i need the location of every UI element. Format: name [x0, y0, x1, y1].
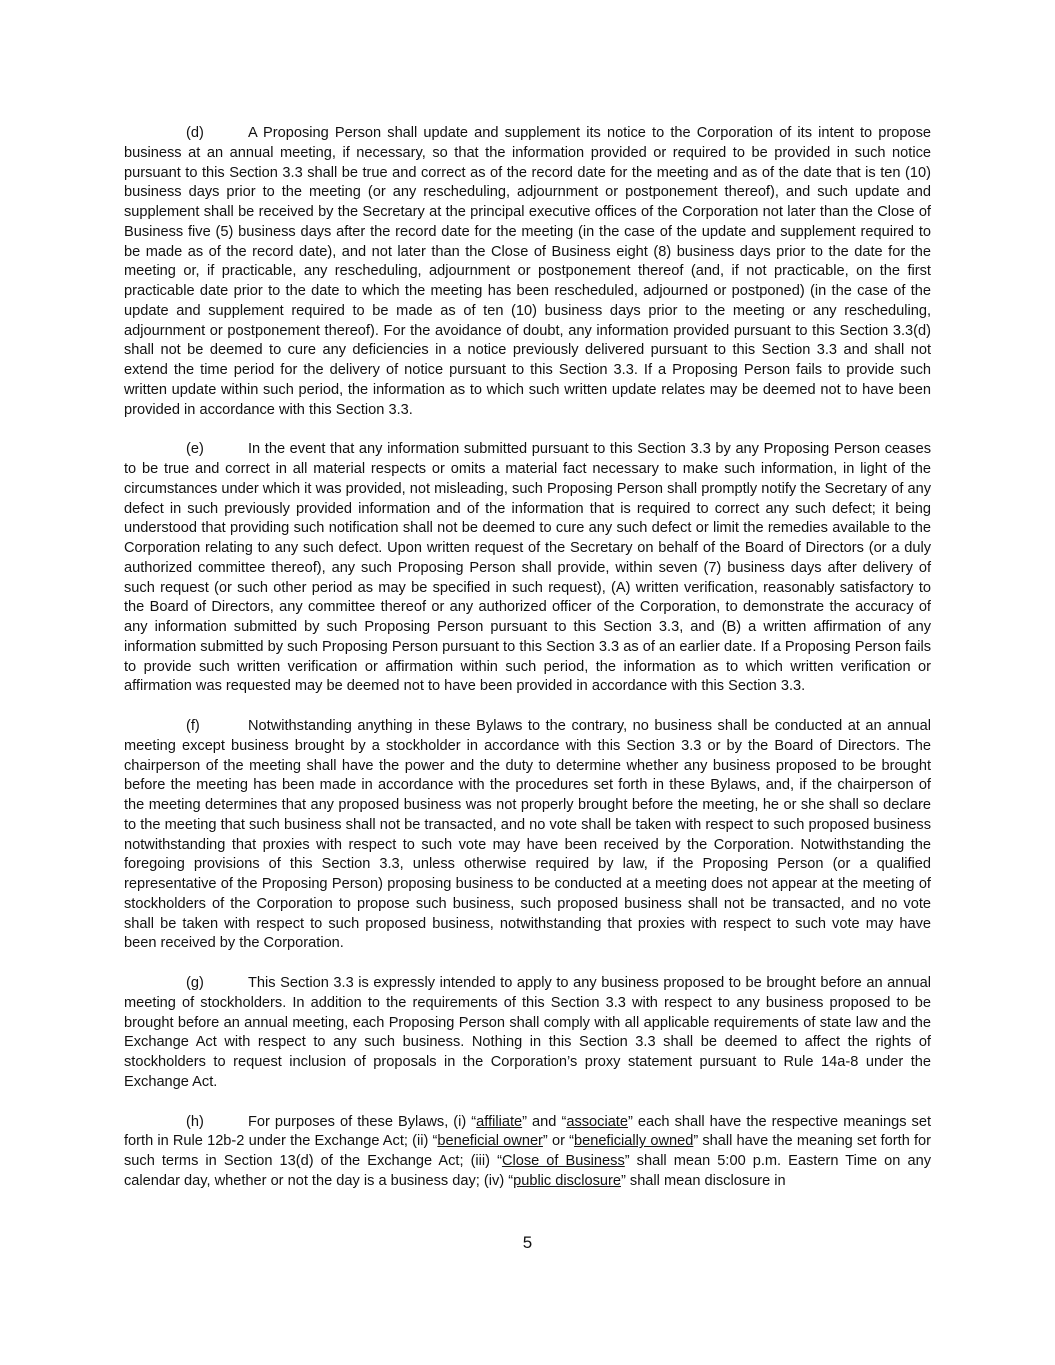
defined-term: beneficially owned	[573, 1133, 694, 1150]
page-number: 5	[522, 1233, 533, 1252]
text-run: ” or “	[542, 1133, 574, 1150]
paragraph-text: A Proposing Person shall update and supplement its notice to the Corporation of its intent to propose business at an annual meeting, if necessary, so that the information provided or required to be provided in such notice pursuant to this Section 3.3 shall be true and correct as of the record date for the meeting and as of the date that is ten (10) business days prior to the meeting (or any rescheduling, adjournment or postponement thereof), and such update and supplement shall be received by the Secretary at the principal executive offices of the Corporation not later than the Close of Business five (5) business days after the record date for the meeting (in the case of the update and supplement required to be made as of the record date), and not later than the Close of Business eight (8) business days prior to the date for the meeting or, if practicable, any rescheduling, adjournment or postponement thereof (and, if not practicable, on the first practicable date prior to the date to which the meeting has been rescheduled, adjourned or postponed) (in the case of the update and supplement required to be made as of ten (10) business days prior to the meeting or any rescheduling, adjournment or postponement thereof). For the avoidance of doubt, any information provided pursuant to this Section 3.3(d) shall not be deemed to cure any deficiencies in a notice previously delivered pursuant to this Section 3.3 and shall not extend the time period for the delivery of notice pursuant to this Section 3.3. If a Proposing Person fails to provide such written update within such period, the information as to which such written update relates may be deemed not to have been provided in accordance with this Section 3.3.	[124, 125, 931, 418]
text-run: ” shall mean disclosure in	[620, 1172, 786, 1189]
paragraph-label: (f)	[186, 718, 200, 734]
paragraph-text: This Section 3.3 is expressly intended to apply to any business proposed to be brought before an annual meeting of stockholders. In addition to the requirements of this Section 3.3 with respect to any business proposed to be brought before an annual meeting, each Proposing Person shall comply with all applicable requirements of state law and the Exchange Act with respect to any such business. Nothing in this Section 3.3 shall be deemed to affect the rights of stockholders to request inclusion of proposals in the Corporation’s proxy statement pursuant to Rule 14a-8 under the Exchange Act.	[124, 975, 931, 1090]
defined-term: public disclosure	[513, 1172, 621, 1189]
text-run: ” each shall have the respective meanings set forth in Rule 12b-2 under the Exchange Act; (ii) “	[124, 1113, 932, 1150]
paragraph-label: (h)	[186, 1113, 204, 1130]
paragraph-f	[124, 717, 931, 954]
document-body	[124, 124, 931, 1212]
defined-term: Close of Business	[501, 1153, 625, 1169]
paragraph-h	[124, 1113, 931, 1192]
paragraph-label: (g)	[186, 975, 204, 991]
paragraph-e	[124, 440, 931, 697]
paragraph-d	[124, 124, 931, 420]
text-run: For purposes of these Bylaws, (i) “	[248, 1113, 477, 1130]
text-run: ” shall have the meaning set forth for such terms in Section 13(d) of the Exchange Act; (iii) “	[124, 1133, 932, 1169]
text-run: ” and “	[522, 1113, 567, 1130]
paragraph-label: (e)	[186, 441, 204, 458]
paragraph-label: (d)	[186, 125, 204, 141]
defined-term: affiliate	[476, 1113, 523, 1130]
paragraph-g	[124, 974, 931, 1093]
defined-term: associate	[566, 1113, 628, 1130]
paragraph-text: In the event that any information submitted pursuant to this Section 3.3 by any Proposing Person ceases to be true and correct in all material respects or omits a material fact necessary to make such information, in light of the circumstances under which it was provided, not misleading, such Proposing Person shall promptly notify the Secretary of any defect in such previously provided information and of the information that is required to correct any such defect; it being understood that providing such notification shall not be deemed to cure any such defect or limit the remedies available to the Corporation relating to any such defect. Upon written request of the Secretary on behalf of the Board of Directors (or a duly authorized committee thereof), any such Proposing Person shall provide, within seven (7) business days after delivery of such request (or such other period as may be specified in such request), (A) written verification, reasonably satisfactory to the Board of Directors, any committee thereof or any authorized officer of the Corporation, to demonstrate the accuracy of any information submitted by such Proposing Person pursuant to this Section 3.3, and (B) a written affirmation of any information submitted by such Proposing Person pursuant to this Section 3.3 as of an earlier date. If a Proposing Person fails to provide such written verification or affirmation within such period, the information as to which written verification or affirmation was requested may be deemed not to have been provided in accordance with this Section 3.3.	[124, 441, 931, 695]
defined-term: beneficial owner	[437, 1133, 543, 1150]
paragraph-text: Notwithstanding anything in these Bylaws to the contrary, no business shall be conducted at an annual meeting except business brought by a stockholder in accordance with this Section 3.3 or by the Board of Directors. The chairperson of the meeting shall have the power and the duty to determine whether any business proposed to be brought before the meeting has been made in accordance with the procedures set forth in these Bylaws, and, if the chairperson of the meeting determines that any proposed business was not properly brought before the meeting, he or she shall so declare to the meeting that such business shall not be transacted, and no vote shall be taken with respect to such proposed business notwithstanding that proxies with respect to such vote may have been received by the Corporation. Notwithstanding the foregoing provisions of this Section 3.3, unless otherwise required by law, if the Proposing Person (or a qualified representative of the Proposing Person) proposing business to be conducted at a meeting does not appear at the meeting of stockholders of the Corporation to propose such business, such proposed business shall not be transacted, and no vote shall be taken with respect to such proposed business, notwithstanding that proxies with respect to such vote may have been received by the Corporation.	[124, 718, 931, 952]
text-run: ” shall mean 5:00 p.m. Eastern Time on any calendar day, whether or not the day is a business day; (iv) “	[124, 1153, 931, 1189]
